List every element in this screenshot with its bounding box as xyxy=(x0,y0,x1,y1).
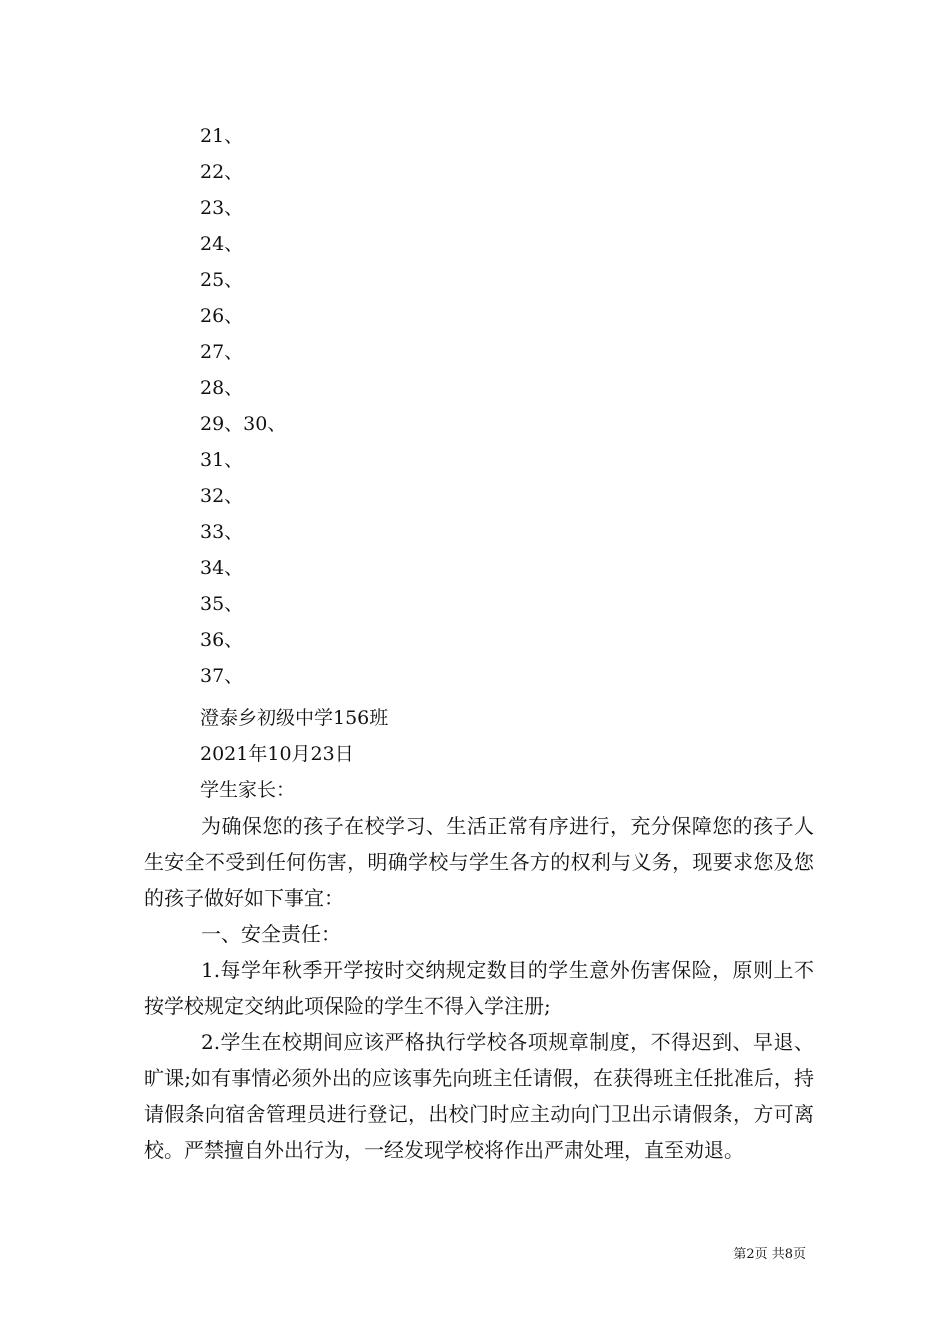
greeting: 学生家长： xyxy=(200,779,296,801)
list-item: 26、 xyxy=(200,305,244,327)
list-item: 24、 xyxy=(200,233,244,255)
date-line: 2021年10月23日 xyxy=(200,743,354,765)
list-item: 37、 xyxy=(200,665,244,687)
list-item: 29、30、 xyxy=(200,413,287,435)
list-item: 23、 xyxy=(200,197,244,219)
item-2-paragraph: 2.学生在校期间应该严格执行学校各项规章制度，不得迟到、早退、旷课;如有事情必须外出的应该事先向班主任请假，在获得班主任批准后，持请假条向宿舍管理员进行登记，出校门时应主动向门卫出示请假条，方可离校。严禁擅自外出行为，一经发现学校将作出严肃处理，直至劝退。 xyxy=(144,1030,814,1162)
numbered-list xyxy=(200,118,286,694)
list-item: 22、 xyxy=(200,161,244,183)
list-item: 34、 xyxy=(200,557,244,579)
list-item: 21、 xyxy=(200,125,244,147)
page-number-footer: 第2页 共8页 xyxy=(733,1247,806,1262)
list-item: 25、 xyxy=(200,269,244,291)
list-item: 31、 xyxy=(200,449,244,471)
section-title: 一、安全责任： xyxy=(201,922,341,946)
list-item: 28、 xyxy=(200,377,244,399)
list-item: 36、 xyxy=(200,629,244,651)
list-item: 33、 xyxy=(200,521,244,543)
list-item: 32、 xyxy=(200,485,244,507)
intro-paragraph: 为确保您的孩子在校学习、生活正常有序进行，充分保障您的孩子人生安全不受到任何伤害，明确学校与学生各方的权利与义务，现要求您及您的孩子做好如下事宜： xyxy=(144,814,814,910)
item-1-paragraph: 1.每学年秋季开学按时交纳规定数目的学生意外伤害保险，原则上不按学校规定交纳此项保险的学生不得入学注册; xyxy=(144,958,814,1018)
list-item: 27、 xyxy=(200,341,244,363)
list-item: 35、 xyxy=(200,593,244,615)
school-name: 澄泰乡初级中学156班 xyxy=(200,707,389,729)
